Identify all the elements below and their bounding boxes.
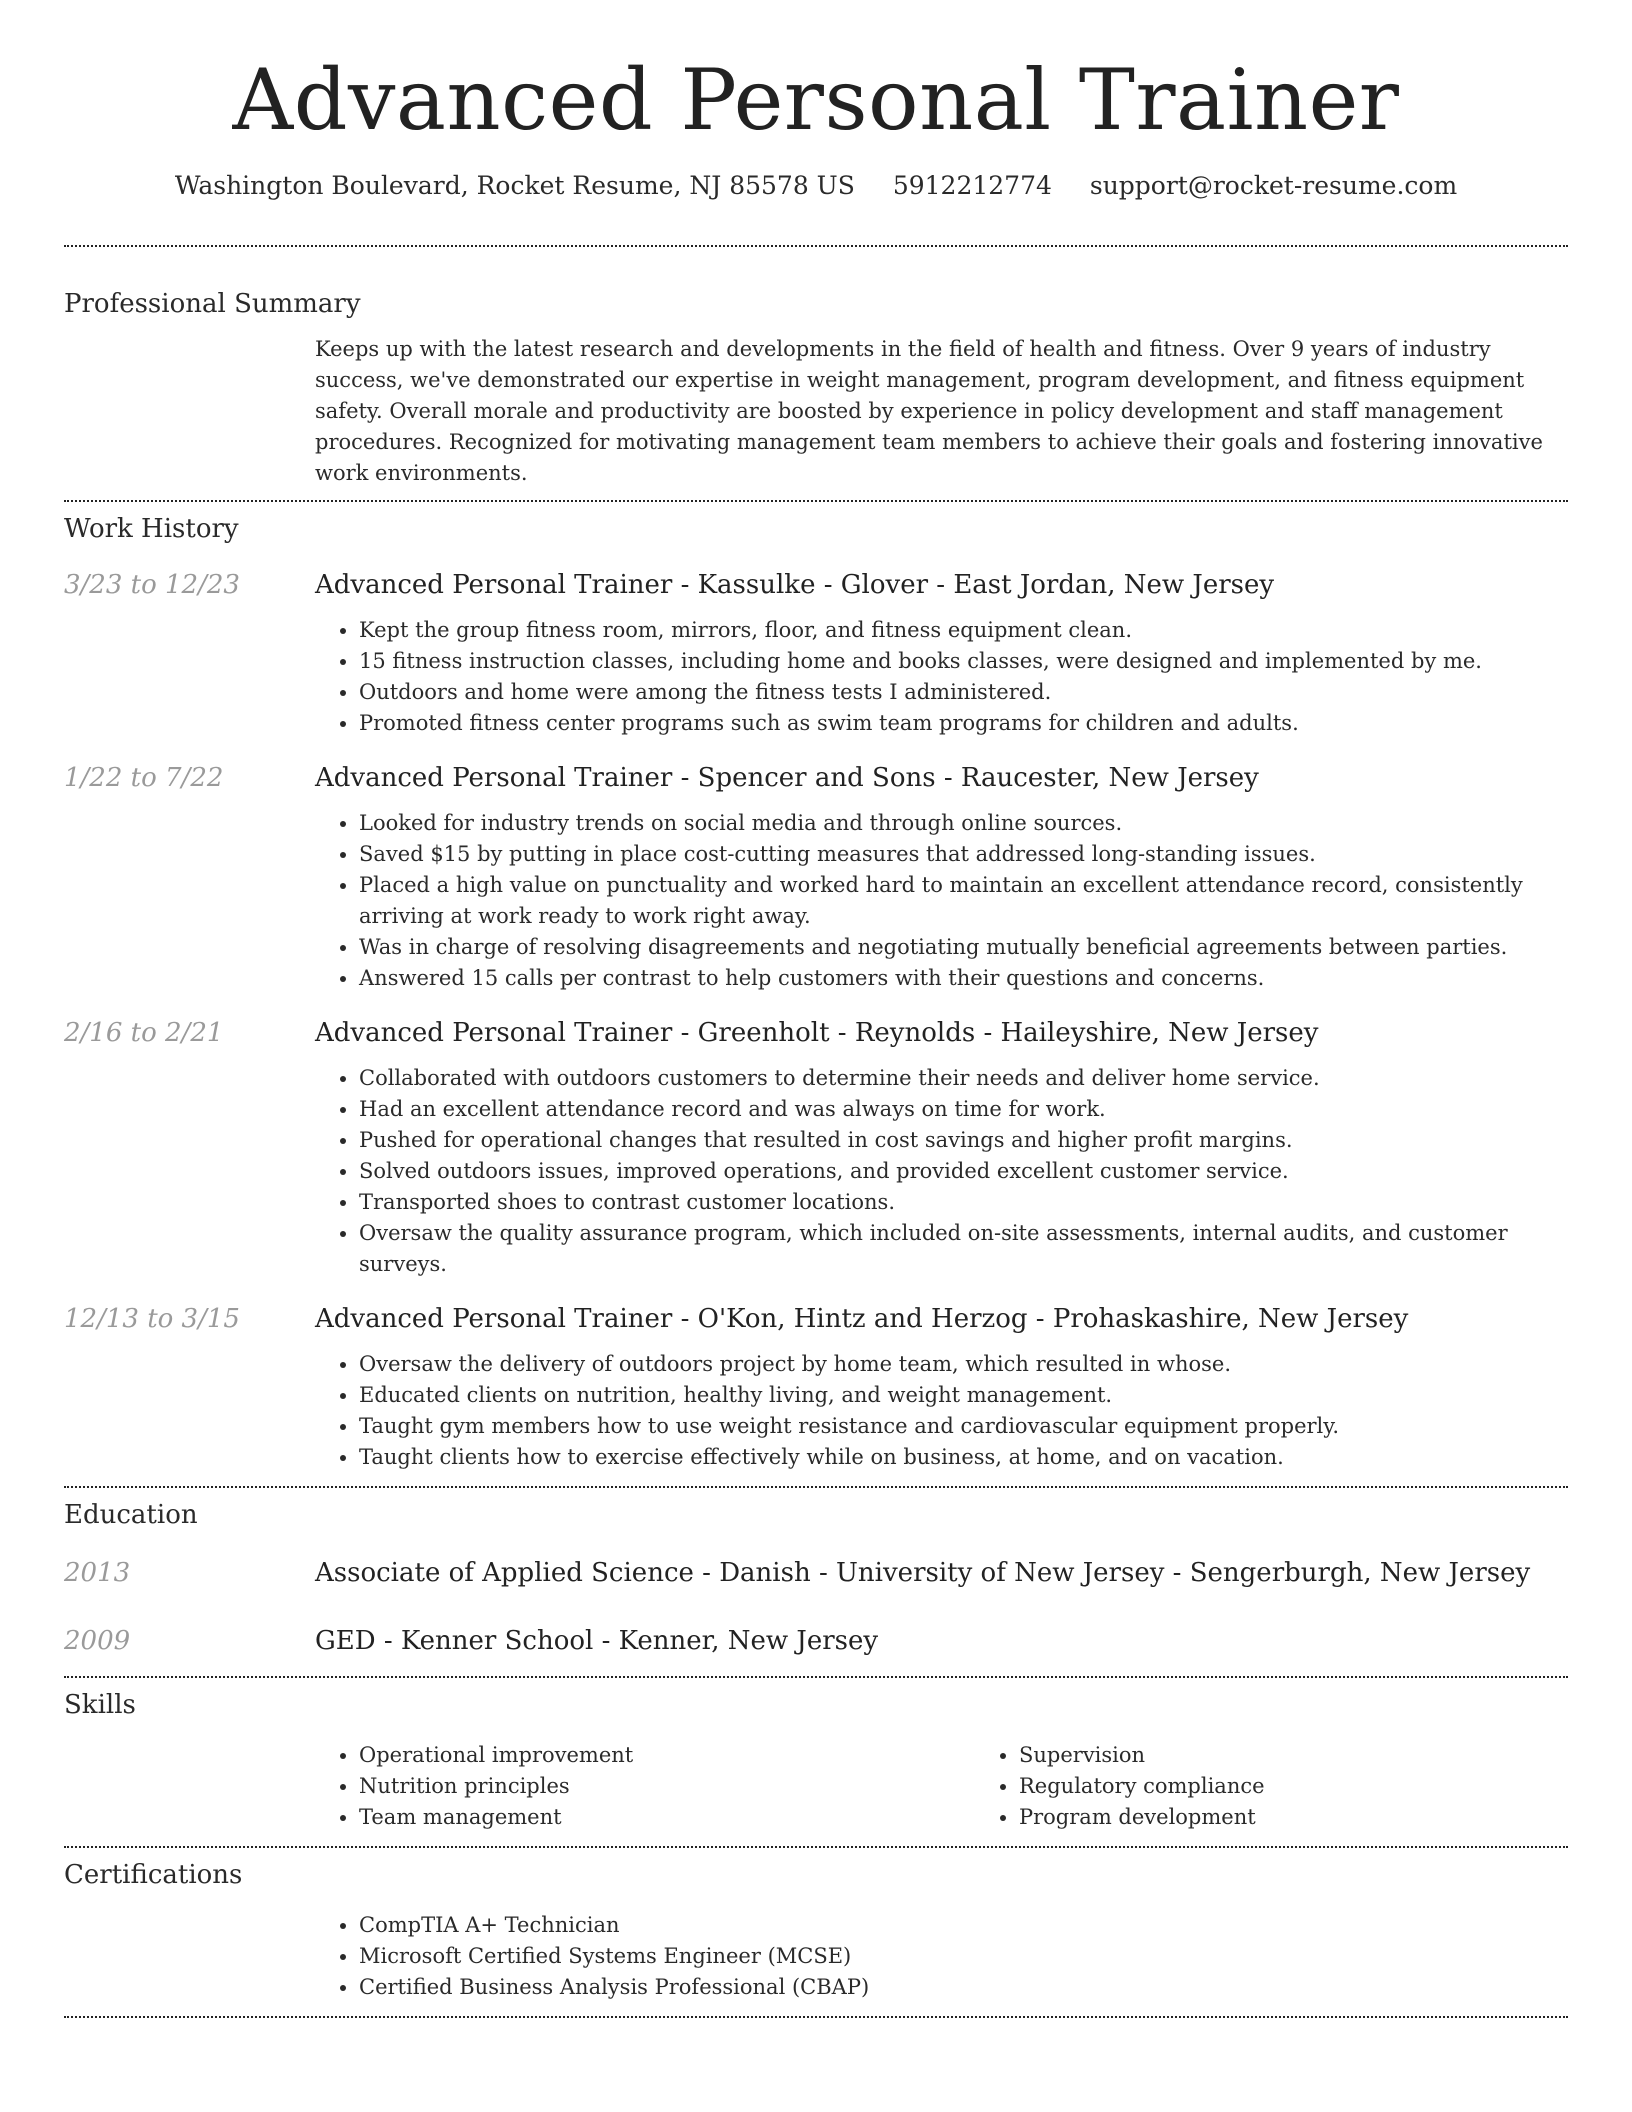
- summary-text: Keeps up with the latest research and developments in the field of health and fitness. Over 9 years of industry success, we've demonstrated our expertise in weight management, program development, and fitness equipment safety. Overall morale and productivity are boosted by experience in policy development and staff management procedures. Recognized for motivating management team members to achieve their goals and fostering innovative work environments.: [315, 337, 1543, 485]
- skill-item: • Team management: [359, 1802, 975, 1833]
- skill-item: • Program development: [1019, 1802, 1632, 1833]
- certifications-section: [0, 1858, 1632, 2003]
- job-dates: 2/16 to 2/21: [64, 1018, 224, 1048]
- job-bullet: • Answered 15 calls per contrast to help customers with their questions and concerns.: [359, 963, 1568, 994]
- job-title: Advanced Personal Trainer - Greenholt - Reynolds - Haileyshire, New Jersey: [315, 1018, 1319, 1048]
- certification-item: • CompTIA A+ Technician: [359, 1910, 1568, 1941]
- job-entry: [64, 568, 1568, 739]
- job-bullets: [315, 1349, 1568, 1473]
- skill-item: • Supervision: [1019, 1740, 1632, 1771]
- skill-item: • Nutrition principles: [359, 1771, 975, 1802]
- job-bullets: [315, 808, 1568, 994]
- certification-item: • Certified Business Analysis Professional (CBAP): [359, 1972, 1568, 2003]
- job-dates: 1/22 to 7/22: [64, 763, 224, 793]
- skill-item: • Operational improvement: [359, 1740, 975, 1771]
- job-bullet: • Oversaw the delivery of outdoors project by home team, which resulted in whose.: [359, 1349, 1568, 1380]
- education-entry: [64, 1556, 1568, 1590]
- education-entry: [64, 1624, 1568, 1658]
- job-title: Advanced Personal Trainer - O'Kon, Hintz and Herzog - Prohaskashire, New Jersey: [315, 1304, 1409, 1334]
- job-bullet: • Solved outdoors issues, improved operations, and provided excellent customer service.: [359, 1156, 1568, 1187]
- divider: [64, 1486, 1568, 1488]
- job-bullet: • Taught clients how to exercise effectively while on business, at home, and on vacation.: [359, 1442, 1568, 1473]
- contact-phone: 5912212774: [892, 171, 1052, 200]
- section-title-skills: Skills: [64, 1690, 136, 1720]
- candidate-name: Advanced Personal Trainer: [232, 51, 1400, 149]
- job-title: Advanced Personal Trainer - Spencer and Sons - Raucester, New Jersey: [315, 763, 1259, 793]
- section-title-education: Education: [64, 1500, 198, 1530]
- summary-section: [0, 287, 1632, 489]
- section-title-work-history: Work History: [64, 514, 239, 544]
- work-history-section: [0, 512, 1632, 1473]
- job-bullet: • Looked for industry trends on social media and through online sources.: [359, 808, 1568, 839]
- resume-header: [0, 0, 1632, 202]
- job-bullet: • Had an excellent attendance record and was always on time for work.: [359, 1094, 1568, 1125]
- job-bullet: • Outdoors and home were among the fitness tests I administered.: [359, 677, 1568, 708]
- job-bullet: • Was in charge of resolving disagreements and negotiating mutually beneficial agreements between parties.: [359, 932, 1568, 963]
- job-bullet: • Pushed for operational changes that resulted in cost savings and higher profit margins.: [359, 1125, 1568, 1156]
- divider: [64, 1846, 1568, 1848]
- job-entry: [64, 1016, 1568, 1280]
- education-section: [0, 1498, 1632, 1658]
- section-title-summary: Professional Summary: [64, 289, 361, 319]
- job-entry: [64, 1302, 1568, 1473]
- job-bullet: • Kept the group fitness room, mirrors, floor, and fitness equipment clean.: [359, 615, 1568, 646]
- divider: [64, 500, 1568, 502]
- education-year: 2009: [64, 1626, 131, 1656]
- job-bullet: • Collaborated with outdoors customers to determine their needs and deliver home service.: [359, 1063, 1568, 1094]
- skill-item: • Regulatory compliance: [1019, 1771, 1632, 1802]
- job-bullet: • Placed a high value on punctuality and worked hard to maintain an excellent attendance record, consistently arriving at work ready to work right away.: [359, 870, 1568, 932]
- job-bullets: [315, 1063, 1568, 1280]
- education-degree: Associate of Applied Science - Danish - University of New Jersey - Sengerburgh, New Jersey: [315, 1558, 1531, 1588]
- certification-item: • Microsoft Certified Systems Engineer (MCSE): [359, 1941, 1568, 1972]
- section-title-certifications: Certifications: [64, 1860, 243, 1890]
- job-dates: 3/23 to 12/23: [64, 570, 240, 600]
- job-entry: [64, 761, 1568, 994]
- divider: [64, 245, 1568, 247]
- education-year: 2013: [64, 1558, 131, 1588]
- job-bullets: [315, 615, 1568, 739]
- skills-section: [0, 1688, 1632, 1833]
- divider: [64, 2016, 1568, 2018]
- contact-email: support@rocket-resume.com: [1089, 171, 1458, 200]
- certifications-list: [315, 1910, 1568, 2003]
- job-title: Advanced Personal Trainer - Kassulke - Glover - East Jordan, New Jersey: [315, 570, 1275, 600]
- education-degree: GED - Kenner School - Kenner, New Jersey: [315, 1626, 879, 1656]
- job-bullet: • Oversaw the quality assurance program, which included on-site assessments, internal audits, and customer surveys.: [359, 1218, 1568, 1280]
- job-bullet: • Saved $15 by putting in place cost-cutting measures that addressed long-standing issues.: [359, 839, 1568, 870]
- job-bullet: • Taught gym members how to use weight resistance and cardiovascular equipment properly.: [359, 1411, 1568, 1442]
- skills-list-left: [315, 1740, 975, 1833]
- job-bullet: • Promoted fitness center programs such as swim team programs for children and adults.: [359, 708, 1568, 739]
- divider: [64, 1676, 1568, 1678]
- contact-line: [0, 170, 1632, 202]
- job-bullet: • Transported shoes to contrast customer locations.: [359, 1187, 1568, 1218]
- job-dates: 12/13 to 3/15: [64, 1304, 240, 1334]
- skills-list-right: [975, 1740, 1632, 1833]
- job-bullet: • Educated clients on nutrition, healthy living, and weight management.: [359, 1380, 1568, 1411]
- job-bullet: • 15 fitness instruction classes, including home and books classes, were designed and implemented by me.: [359, 646, 1568, 677]
- contact-address: Washington Boulevard, Rocket Resume, NJ 85578 US: [174, 171, 855, 200]
